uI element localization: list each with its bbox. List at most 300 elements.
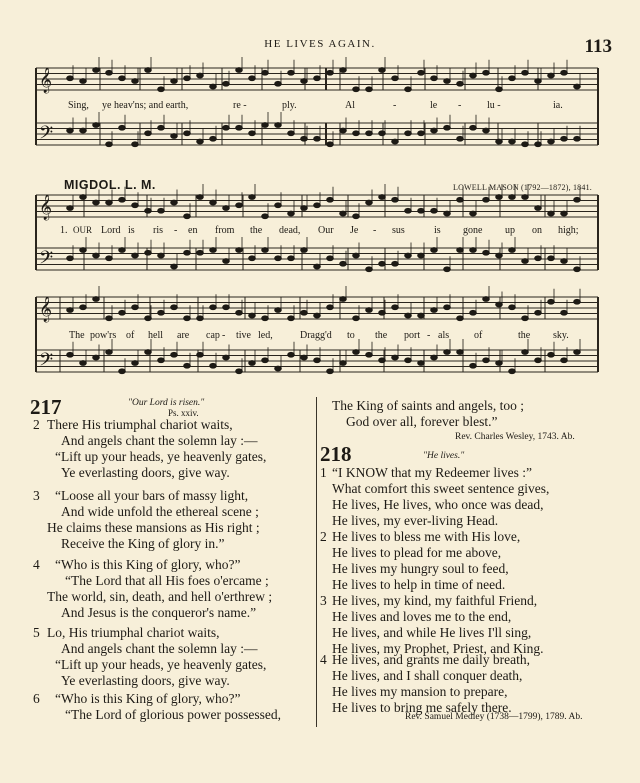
note-head [548, 211, 555, 216]
note-head [405, 87, 412, 92]
system3-lyric-9: led, [258, 330, 273, 341]
hymn-217-number: 217 [30, 395, 62, 419]
note-head [574, 267, 581, 272]
system1-lyric-5: Al [345, 100, 355, 111]
system3-lyric-15: als [438, 330, 450, 341]
note-head [470, 73, 477, 78]
verse-line: And angels chant the solemn lay :— [61, 433, 258, 448]
note-head [431, 208, 438, 213]
note-head [353, 316, 360, 321]
system3-lyric-10: Dragg'd [300, 330, 332, 341]
note-head [184, 131, 191, 136]
system2-lyric-19: high; [558, 225, 579, 236]
note-head [483, 297, 490, 302]
system1-lyric-9: lu - [487, 100, 501, 111]
note-head [457, 350, 464, 355]
note-head [509, 195, 516, 200]
system3-lyric-1: The [69, 330, 85, 341]
note-head [327, 70, 334, 75]
note-head [197, 250, 204, 255]
note-head [158, 358, 165, 363]
note-head [314, 136, 321, 141]
verse-line: And wide unfold the ethereal scene ; [61, 504, 259, 519]
verse-line: He lives and loves me to the end, [332, 609, 512, 624]
system3-lyric-13: port [404, 330, 421, 341]
system2-lyric-16: gone [463, 225, 483, 236]
note-head [145, 316, 152, 321]
note-head [548, 73, 555, 78]
note-head [379, 195, 386, 200]
verse-line: The world, sin, death, and hell o'erthrew ; [47, 589, 273, 604]
system2-lyric-13: - [373, 225, 377, 236]
clef-glyph: 𝄢 [39, 122, 54, 147]
verse-line: Ye everlasting doors, give way. [61, 673, 230, 688]
note-head [262, 358, 269, 363]
note-head [327, 256, 334, 261]
note-head [418, 208, 425, 213]
note-head [262, 214, 269, 219]
system3-lyric-8: tive [236, 330, 251, 341]
note-head [496, 253, 503, 258]
note-head [457, 81, 464, 86]
note-head [353, 131, 360, 136]
staff-lines [36, 68, 598, 372]
note-head [275, 366, 282, 371]
note-head [418, 361, 425, 366]
system3-lyric-2: pow'rs [90, 330, 117, 341]
note-head [522, 142, 529, 147]
note-head [119, 76, 126, 81]
verse-line: And angels chant the solemn lay :— [61, 641, 258, 656]
hymn-217-scripture: Ps. xxiv. [168, 408, 199, 418]
note-head [379, 131, 386, 136]
note-head [80, 128, 87, 133]
system2-lyric-8: from [215, 225, 235, 236]
note-head [340, 211, 347, 216]
note-head [223, 81, 230, 86]
verse-line: “Loose all your bars of massy light, [55, 488, 249, 503]
note-head [223, 305, 230, 310]
system2-lyric-5: ris [153, 225, 163, 236]
verse-line: “The Lord that all His foes o'ercame ; [65, 573, 269, 588]
note-head [535, 142, 542, 147]
note-head [574, 197, 581, 202]
note-head [418, 253, 425, 258]
note-head [444, 211, 451, 216]
note-head [444, 267, 451, 272]
system3-lyric-16: of [474, 330, 483, 341]
note-head [275, 123, 282, 128]
note-head [119, 197, 126, 202]
note-head [444, 350, 451, 355]
note-head [119, 310, 126, 315]
note-head [132, 305, 139, 310]
note-head [483, 128, 490, 133]
note-head [483, 358, 490, 363]
note-head [158, 310, 165, 315]
system2-lyric-6: - [174, 225, 178, 236]
note-head [93, 253, 100, 258]
system3-lyric-14: - [427, 330, 431, 341]
note-head [418, 70, 425, 75]
verse-line: What comfort this sweet sentence gives, [332, 481, 550, 496]
verse-line: He lives to bless me with His love, [332, 529, 521, 544]
note-head [574, 136, 581, 141]
system2-lyric-4: is [128, 225, 135, 236]
note-head [431, 128, 438, 133]
note-head [366, 87, 373, 92]
note-head [457, 248, 464, 253]
verse-217-5-number: 5 [33, 625, 40, 640]
note-head [483, 250, 490, 255]
note-head [535, 79, 542, 84]
note-head [392, 197, 399, 202]
note-head [431, 355, 438, 360]
note-head [483, 197, 490, 202]
system1-lyric-7: le [430, 100, 438, 111]
verse-217-5 [47, 625, 266, 689]
barlines [36, 68, 598, 372]
note-head [340, 68, 347, 73]
note-head [431, 308, 438, 313]
system2-lyric-10: dead, [279, 225, 301, 236]
note-head [132, 142, 139, 147]
system2-lyric-12: Je [350, 225, 359, 236]
note-head [171, 134, 178, 139]
verse-217-2-number: 2 [33, 417, 40, 432]
verse-line: He lives to help in time of need. [332, 577, 506, 592]
note-head [561, 136, 568, 141]
hymn-217-title: "Our Lord is risen." [128, 398, 205, 408]
note-head [80, 79, 87, 84]
note-head [171, 264, 178, 269]
note-head [392, 139, 399, 144]
note-head [457, 316, 464, 321]
note-head [340, 361, 347, 366]
verse-line: “Lift up your heads, ye heavenly gates, [55, 449, 267, 464]
note-head [223, 206, 230, 211]
note-head [574, 299, 581, 304]
note-head [314, 313, 321, 318]
note-head [483, 70, 490, 75]
verse-line: He lives to plead for me above, [332, 545, 502, 560]
note-head [80, 305, 87, 310]
note-head [288, 256, 295, 261]
note-head [93, 68, 100, 73]
note-head [145, 208, 152, 213]
verse-217-3-number: 3 [33, 488, 40, 503]
note-head [470, 363, 477, 368]
verse-218-3-number: 3 [320, 593, 327, 608]
note-head [535, 256, 542, 261]
note-head [158, 253, 165, 258]
note-head [67, 256, 74, 261]
note-head [80, 248, 87, 253]
note-head [262, 248, 269, 253]
verse-line: He lives, and grants me daily breath, [332, 652, 530, 667]
verse-218-1-number: 1 [320, 465, 327, 480]
system2-lyric-3: Lord [101, 225, 121, 236]
system3-lyric-3: of [126, 330, 135, 341]
note-head [236, 68, 243, 73]
note-head [561, 259, 568, 264]
note-head [561, 310, 568, 315]
system2-lyric-7: en [188, 225, 198, 236]
note-head [275, 256, 282, 261]
note-head [496, 302, 503, 307]
note-head [457, 136, 464, 141]
verse-217-6-number: 6 [33, 691, 40, 706]
tune-name: MIGDOL. L. M. [64, 178, 156, 192]
verse-line: “Who is this King of glory, who?” [55, 691, 241, 706]
note-head [67, 308, 74, 313]
note-head [561, 70, 568, 75]
note-head [106, 316, 113, 321]
note-head [327, 142, 334, 147]
note-head [522, 195, 529, 200]
note-head [106, 200, 113, 205]
verse-line: He lives my hungry soul to feed, [332, 561, 509, 576]
note-head [288, 352, 295, 357]
note-head [340, 297, 347, 302]
note-head [561, 211, 568, 216]
note-head [379, 261, 386, 266]
note-head [93, 355, 100, 360]
verse-line: “The Lord of glorious power possessed, [65, 707, 281, 722]
system2-lyric-18: on [532, 225, 542, 236]
verse-217-4 [47, 557, 272, 621]
note-head [418, 131, 425, 136]
clef-glyph: 𝄞 [39, 67, 53, 92]
note-head [249, 313, 256, 318]
note-head [80, 195, 87, 200]
note-head [301, 206, 308, 211]
verse-line: He lives my mansion to prepare, [332, 684, 508, 699]
verse-218-2 [332, 529, 520, 593]
note-head [496, 139, 503, 144]
note-head [171, 200, 178, 205]
note-head [379, 68, 386, 73]
note-head [535, 358, 542, 363]
note-head [574, 350, 581, 355]
system3-lyric-12: the [375, 330, 388, 341]
note-head [145, 131, 152, 136]
note-head [262, 70, 269, 75]
verse-line: He lives, my kind, my faithful Friend, [332, 593, 538, 608]
note-head [327, 369, 334, 374]
note-head [353, 350, 360, 355]
note-head [301, 310, 308, 315]
note-head [496, 87, 503, 92]
note-head [522, 350, 529, 355]
note-head [535, 206, 542, 211]
note-head [210, 305, 217, 310]
note-head [132, 253, 139, 258]
note-head [236, 369, 243, 374]
note-head [249, 131, 256, 136]
hymn-217-credit: Rev. Charles Wesley, 1743. Ab. [455, 432, 575, 442]
system3-lyric-11: to [347, 330, 355, 341]
note-head [132, 79, 139, 84]
note-head [93, 123, 100, 128]
verse-217-6-continuation [332, 398, 524, 430]
verse-line: God over all, forever blest.” [346, 414, 498, 429]
note-head [275, 81, 282, 86]
clef-glyph: 𝄞 [39, 194, 53, 219]
system2-lyric-11: Our [318, 225, 334, 236]
note-head [67, 128, 74, 133]
note-head [249, 195, 256, 200]
note-head [470, 125, 477, 130]
note-head [431, 248, 438, 253]
note-head [67, 76, 74, 81]
note-head [249, 361, 256, 366]
note-head [405, 131, 412, 136]
system1-lyric-6: - [393, 100, 397, 111]
note-head [197, 316, 204, 321]
note-head [431, 76, 438, 81]
note-head [444, 305, 451, 310]
note-head [522, 259, 529, 264]
note-head [561, 358, 568, 363]
verse-218-1 [332, 465, 549, 529]
verse-line: “Lift up your heads, ye heavenly gates, [55, 657, 267, 672]
verse-line: “I KNOW that my Redeemer lives :” [332, 465, 532, 480]
system1-lyric-3: re - [233, 100, 247, 111]
note-head [405, 208, 412, 213]
note-head [392, 76, 399, 81]
note-head [418, 313, 425, 318]
note-head [496, 361, 503, 366]
system2-lyric-15: is [434, 225, 441, 236]
note-head [366, 200, 373, 205]
note-head [132, 361, 139, 366]
system2-lyric-1: 1. [60, 225, 68, 236]
note-head [457, 197, 464, 202]
note-head [223, 259, 230, 264]
note-head [171, 352, 178, 357]
clef-glyph: 𝄢 [39, 247, 54, 272]
note-head [535, 310, 542, 315]
system1-lyric-2: ye heav'ns; and earth, [102, 100, 189, 111]
note-head [210, 200, 217, 205]
composer-credit: LOWELL MASON (1792—1872), 1841. [452, 183, 592, 192]
note-head [106, 70, 113, 75]
note-head [548, 299, 555, 304]
note-head [548, 256, 555, 261]
note-head [470, 310, 477, 315]
system3-lyric-5: are [177, 330, 190, 341]
note-head [275, 308, 282, 313]
clef-glyph: 𝄢 [39, 349, 54, 374]
note-head [288, 211, 295, 216]
verse-line: Lo, His triumphal chariot waits, [47, 625, 220, 640]
note-head [184, 316, 191, 321]
system3-lyric-17: the [518, 330, 531, 341]
note-head [80, 361, 87, 366]
note-head [327, 305, 334, 310]
clef-glyph: 𝄞 [39, 296, 53, 321]
note-head [275, 203, 282, 208]
note-head [548, 352, 555, 357]
note-head [366, 267, 373, 272]
system1-lyric-8: - [458, 100, 462, 111]
verse-line: He lives, my ever-living Head. [332, 513, 499, 528]
note-head [379, 310, 386, 315]
note-head [509, 139, 516, 144]
note-head [158, 87, 165, 92]
system3-lyric-4: hell [148, 330, 163, 341]
note-head [145, 250, 152, 255]
note-head [353, 214, 360, 219]
note-head [444, 79, 451, 84]
note-head [197, 352, 204, 357]
note-head [67, 352, 74, 357]
verse-line: He claims these mansions as His right ; [47, 520, 260, 535]
note-head [106, 142, 113, 147]
note-head [93, 200, 100, 205]
hymn-218-credit: Rev. Samuel Medley (1738—1799), 1789. Ab. [405, 712, 583, 722]
note-head [210, 363, 217, 368]
note-head [210, 248, 217, 253]
note-head [392, 355, 399, 360]
note-head [288, 131, 295, 136]
note-head [145, 350, 152, 355]
system2-lyric-9: the [250, 225, 263, 236]
note-head [197, 195, 204, 200]
system1-lyric-10: ia. [553, 100, 563, 111]
note-head [288, 316, 295, 321]
note-head [314, 203, 321, 208]
note-head [392, 261, 399, 266]
note-head [262, 123, 269, 128]
note-head [171, 79, 178, 84]
note-head [119, 125, 126, 130]
note-head [405, 313, 412, 318]
note-head [119, 248, 126, 253]
system2-lyric-2: OUR [73, 225, 93, 235]
note-head [106, 256, 113, 261]
note-head [522, 316, 529, 321]
note-head [236, 310, 243, 315]
note-head [314, 358, 321, 363]
verse-line: He lives, He lives, who once was dead, [332, 497, 544, 512]
note-head [327, 197, 334, 202]
verse-line: He lives, and I shall conquer death, [332, 668, 523, 683]
verse-line: The King of saints and angels, too ; [332, 398, 524, 413]
note-head [184, 363, 191, 368]
note-head [210, 136, 217, 141]
note-head [470, 211, 477, 216]
note-head [236, 203, 243, 208]
verse-218-4-number: 4 [320, 652, 327, 667]
verse-line: “Who is this King of glory, who?” [55, 557, 241, 572]
note-head [366, 352, 373, 357]
column-divider [316, 397, 317, 727]
verse-218-2-number: 2 [320, 529, 327, 544]
note-head [197, 139, 204, 144]
verse-217-4-number: 4 [33, 557, 40, 572]
note-head [145, 68, 152, 73]
note-head [509, 369, 516, 374]
verse-218-4 [332, 652, 530, 716]
note-head [184, 250, 191, 255]
note-head [353, 253, 360, 258]
note-head [574, 84, 581, 89]
verse-line: He lives, my Prophet, Priest, and King. [332, 641, 544, 656]
note-head [262, 316, 269, 321]
note-head [236, 125, 243, 130]
